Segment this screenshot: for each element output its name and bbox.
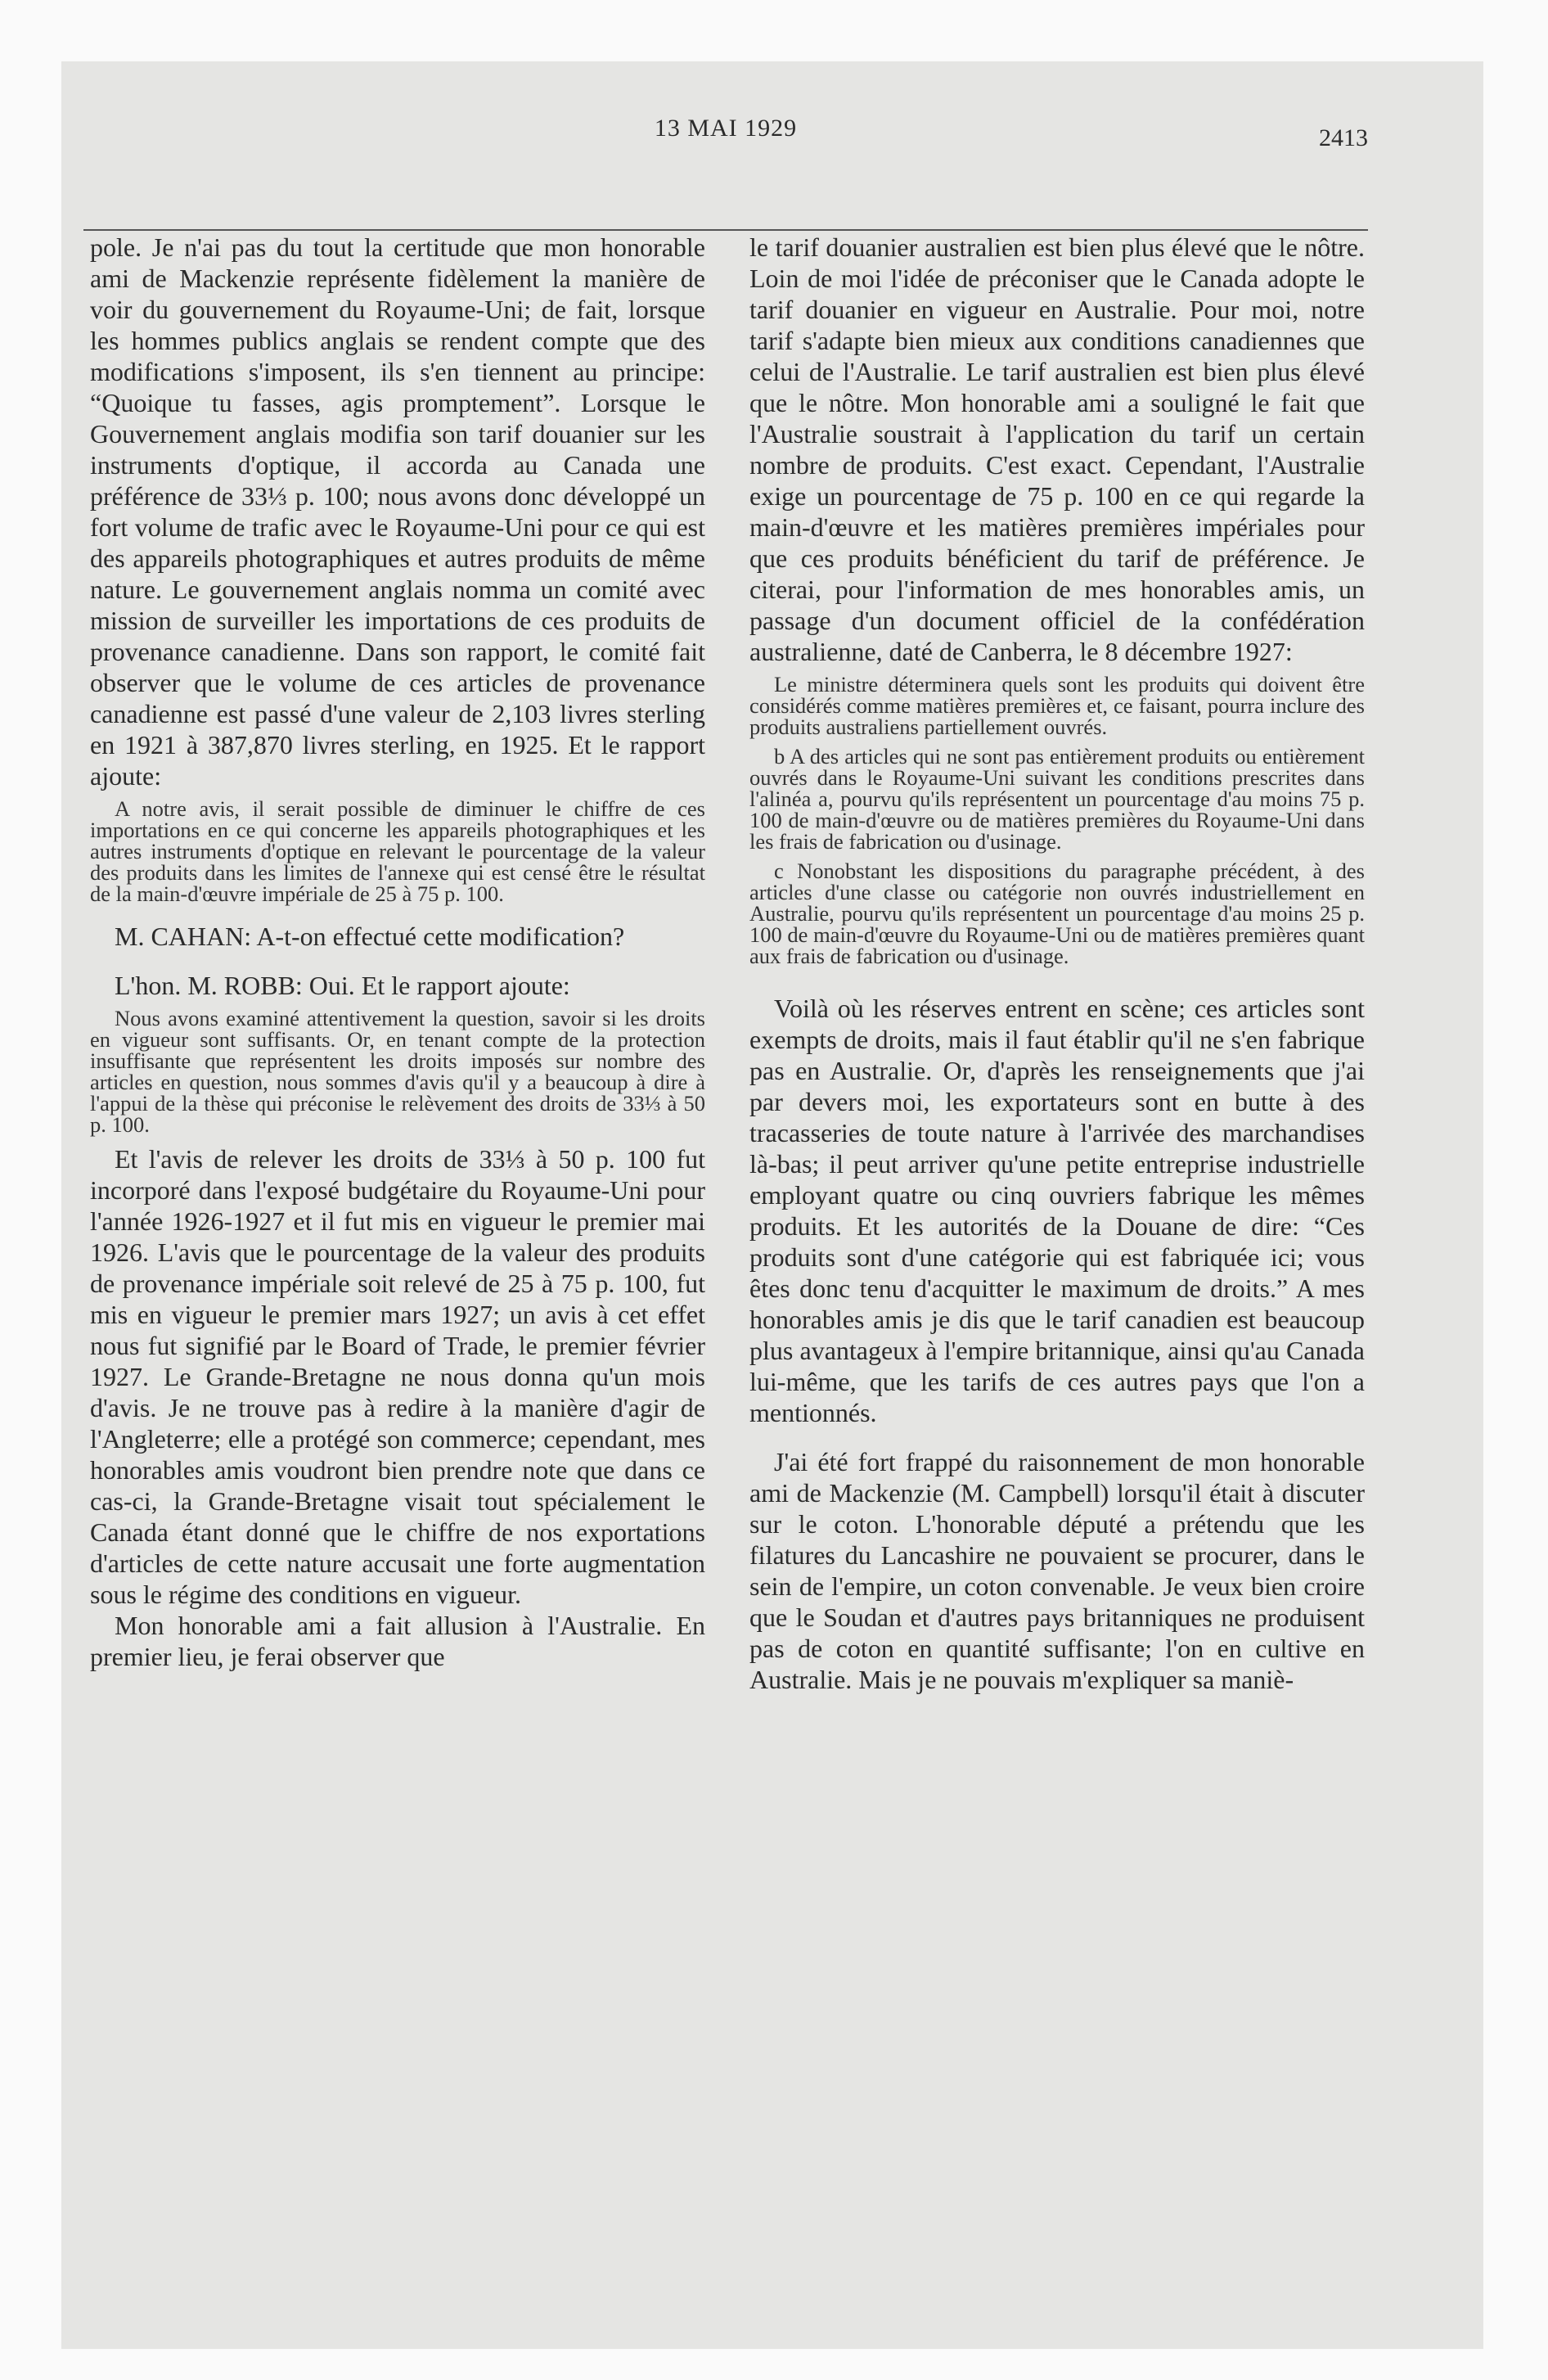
page-number: 2413 xyxy=(1319,124,1368,151)
header-rule xyxy=(83,229,1368,231)
paragraph: le tarif douanier australien est bien plus élevé que le nôtre. Loin de moi l'idée de préconiser que le Canada adopte le tarif douanier en vigueur en Australie. Pour moi, notre tarif s'adapte bien mieux aux conditions canadiennes que celui de l'Australie. Le tarif australien est bien plus élevé que le nôtre. Mon honorable ami a souligné le fait que l'Australie soustrait à l'application du tarif un certain nombre de produits. C'est exact. Cependant, l'Australie exige un pourcentage de 75 p. 100 en ce qui regarde la main-d'œuvre et les matières premières impériales pour que ces produits bénéficient du tarif de préférence. Je citerai, pour l'information de mes honorables amis, un passage d'un document officiel de la confédération australienne, daté de Canberra, le 8 décembre 1927: xyxy=(749,232,1365,666)
paragraph: Mon honorable ami a fait allusion à l'Australie. En premier lieu, je ferai observer que xyxy=(90,1611,705,1671)
quote: Le ministre déterminera quels sont les produits qui doivent être considérés comme matières premières et, ce faisant, pourra inclure des produits australiens partiellement ouvrés. xyxy=(749,672,1365,739)
paragraph: pole. Je n'ai pas du tout la certitude que mon honorable ami de Mackenzie représente fidèlement la manière de voir du gouvernement du Royaume-Uni; de fait, lorsque les hommes publics anglais se rendent compte que des modifications s'imposent, ils s'en tiennent au principe: “Quoique tu fasses, agis promptement”. Lorsque le Gouvernement anglais modifia son tarif douanier sur les instruments d'optique, il accorda au Canada une préférence de 33⅓ p. 100; nous avons donc développé un fort volume de trafic avec le Royaume-Uni pour ce qui est des appareils photographiques et autres produits de même nature. Le gouvernement anglais nomma un comité avec mission de surveiller les importations de ces produits de provenance canadienne. Dans son rapport, le comité fait observer que le volume de ces articles de provenance canadienne est passé d'une valeur de 2,103 livres sterling en 1921 à 387,870 livres sterling, en 1925. Et le rapport ajoute: xyxy=(90,232,705,791)
quote: c Nonobstant les dispositions du paragraphe précédent, à des articles d'une classe ou catégorie non ouvrés industriellement en Australie, pourvu qu'ils représentent un pourcentage d'au moins 25 p. 100 de main-d'œuvre du Royaume-Uni ou de matières premières quant aux frais de fabrication ou d'usinage. xyxy=(749,859,1365,968)
right-column xyxy=(749,232,1365,2278)
quote: b A des articles qui ne sont pas entièrement produits ou entièrement ouvrés dans le Royaume-Uni suivant les conditions prescrites dans l'alinéa a, pourvu qu'ils représentent un pourcentage d'au moins 75 p. 100 de main-d'œuvre ou de matières premières du Royaume-Uni dans les frais de fabrication ou d'usinage. xyxy=(749,744,1365,854)
quote: Nous avons examiné attentivement la question, savoir si les droits en vigueur sont suffisants. Or, en tenant compte de la protection insuffisante que représentent les droits imposés sur nombre des articles en question, nous sommes d'avis qu'il y a beaucoup à dire à l'appui de la thèse qui préconise le relèvement des droits de 33⅓ à 50 p. 100. xyxy=(90,1006,705,1137)
paragraph: L'hon. M. ROBB: Oui. Et le rapport ajoute: xyxy=(115,971,570,1000)
left-column xyxy=(90,232,705,2278)
paragraph: M. CAHAN: A-t-on effectué cette modification? xyxy=(115,922,625,951)
paragraph: Voilà où les réserves entrent en scène; ces articles sont exempts de droits, mais il faut établir qu'il ne s'en fabrique pas en Australie. Or, d'après les renseignements que j'ai par devers moi, les exportateurs sont en butte à des tracasseries de toute nature à l'arrivée des marchandises là-bas; il peut arriver qu'une petite entreprise industrielle employant quatre ou cinq ouvriers fabrique les mêmes produits. Et les autorités de la Douane de dire: “Ces produits sont d'une catégorie qui est fabriquée ici; vous êtes donc tenu d'acquitter le maximum de droits.” A mes honorables amis je dis que le tarif canadien est beaucoup plus avantageux à l'empire britannique, ainsi qu'au Canada lui-même, que les tarifs de ces autres pays que l'on a mentionnés. xyxy=(749,994,1365,1427)
page-header xyxy=(83,97,1368,154)
quote: A notre avis, il serait possible de diminuer le chiffre de ces importations en ce qui concerne les appareils photographiques et les autres instruments d'optique en relevant le pourcentage de la valeur des produits dans les limites de l'annexe qui est censé être le résultat de la main-d'œuvre impériale de 25 à 75 p. 100. xyxy=(90,796,705,906)
page-date: 13 MAI 1929 xyxy=(654,115,798,142)
paragraph: Et l'avis de relever les droits de 33⅓ à 50 p. 100 fut incorporé dans l'exposé budgétaire du Royaume-Uni pour l'année 1926-1927 et il fut mis en vigueur le premier mai 1926. L'avis que le pourcentage de la valeur des produits de provenance impériale soit relevé de 25 à 75 p. 100, fut mis en vigueur le premier mars 1927; un avis à cet effet nous fut signifié par le Board of Trade, le premier février 1927. Le Grande-Bretagne ne nous donna qu'un mois d'avis. Je ne trouve pas à redire à la manière d'agir de l'Angleterre; elle a protégé son commerce; cependant, mes honorables amis voudront bien prendre note que dans ce cas-ci, la Grande-Bretagne visait tout spécialement le Canada étant donné que le chiffre de nos exportations d'articles de cette nature accusait une forte augmentation sous le régime des conditions en vigueur. xyxy=(90,1144,705,1609)
paragraph: J'ai été fort frappé du raisonnement de mon honorable ami de Mackenzie (M. Campbell) lorsqu'il était à discuter sur le coton. L'honorable député a prétendu que les filatures du Lancashire ne pouvaient se procurer, dans le sein de l'empire, un coton convenable. Je veux bien croire que le Soudan et d'autres pays britanniques ne produisent pas de coton en quantité suffisante; l'on en cultive en Australie. Mais je ne pouvais m'expliquer sa maniè- xyxy=(749,1447,1365,1694)
